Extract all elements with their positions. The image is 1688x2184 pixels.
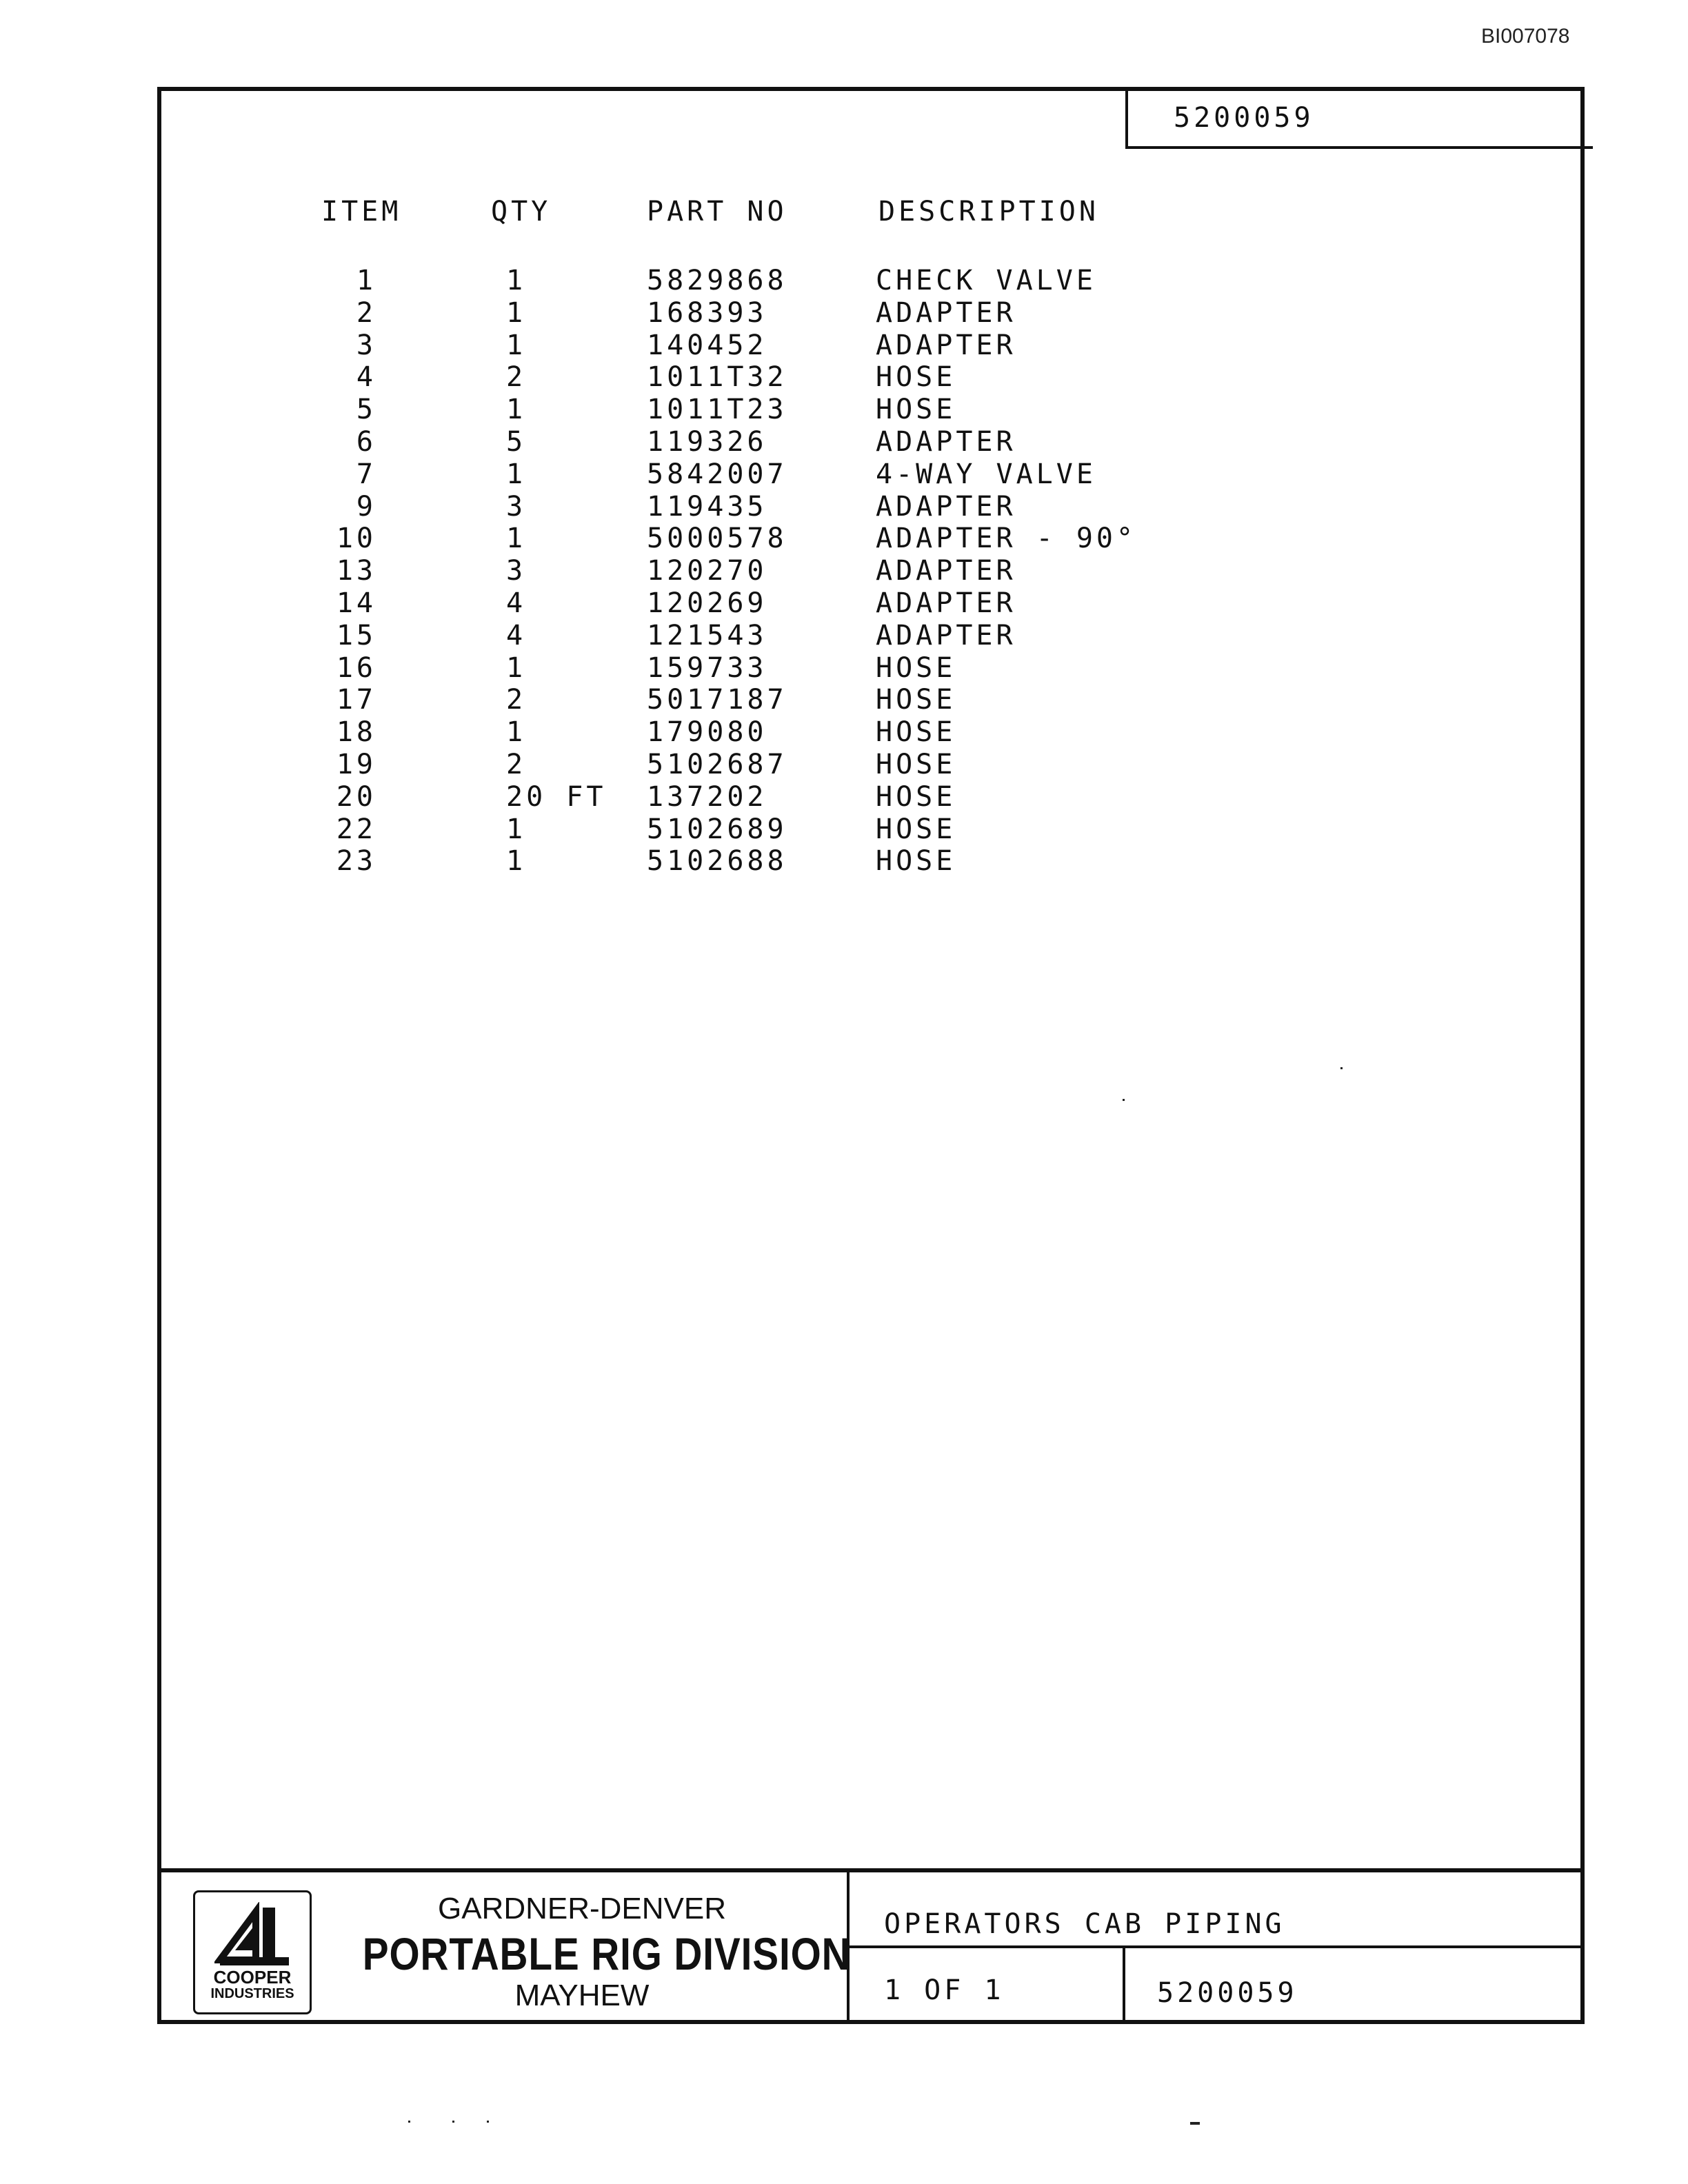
part-description: ADAPTER [876, 296, 1016, 329]
item-number: 14 [336, 587, 376, 619]
scan-speck [1190, 2122, 1200, 2125]
item-number: 10 [336, 523, 376, 555]
part-description: HOSE [876, 361, 956, 394]
quantity: 2 [506, 684, 527, 716]
part-number: 120270 [647, 555, 767, 587]
part-number: 5017187 [647, 684, 787, 716]
company-name: GARDNER-DENVER [437, 1892, 727, 1925]
company-area [161, 1872, 850, 2020]
item-number: 15 [336, 619, 376, 651]
part-number: 5102687 [647, 749, 787, 780]
part-description: HOSE [876, 394, 956, 426]
header-description: DESCRIPTION [878, 196, 1099, 228]
part-number: 140452 [647, 329, 767, 361]
quantity: 1 [506, 523, 527, 555]
quantity: 1 [506, 651, 527, 684]
item-number: 13 [336, 555, 376, 587]
part-number: 121543 [647, 619, 767, 651]
header-item: ITEM [321, 196, 402, 228]
drawing-title: OPERATORS CAB PIPING [850, 1872, 1580, 1948]
quantity: 5 [506, 426, 527, 458]
part-description: ADAPTER [876, 555, 1016, 587]
logo-line-1: COOPER [213, 1967, 292, 1988]
part-description: ADAPTER [876, 619, 1016, 651]
item-number: 9 [356, 490, 376, 523]
part-description: HOSE [876, 651, 956, 684]
item-number: 19 [336, 749, 376, 780]
quantity: 1 [506, 845, 527, 878]
quantity: 20 FT [506, 780, 607, 813]
drawing-number-box: 5200059 [1125, 87, 1593, 149]
part-description: ADAPTER [876, 426, 1016, 458]
item-number: 7 [356, 458, 376, 490]
quantity: 4 [506, 587, 527, 619]
cooper-industries-logo [193, 1890, 312, 2014]
part-number: 5102688 [647, 845, 787, 878]
part-description: CHECK VALVE [876, 265, 1096, 296]
item-number: 23 [336, 845, 376, 878]
scan-speck [487, 2121, 489, 2123]
item-number: 2 [356, 296, 376, 329]
quantity: 3 [506, 555, 527, 587]
part-description: HOSE [876, 716, 956, 749]
document-id: BI007078 [1481, 25, 1570, 48]
item-number: 3 [356, 329, 376, 361]
item-number: 20 [336, 780, 376, 813]
part-number: 5000578 [647, 523, 787, 555]
part-description: HOSE [876, 684, 956, 716]
part-description: HOSE [876, 813, 956, 845]
part-description: ADAPTER [876, 329, 1016, 361]
part-description: HOSE [876, 780, 956, 813]
title-block [161, 1868, 1580, 2020]
part-description: ADAPTER - 90° [876, 523, 1137, 555]
part-number: 119326 [647, 426, 767, 458]
part-number: 179080 [647, 716, 767, 749]
part-number: 5102689 [647, 813, 787, 845]
location: MAYHEW [514, 1979, 650, 2012]
quantity: 1 [506, 265, 527, 296]
quantity: 1 [506, 813, 527, 845]
quantity: 1 [506, 296, 527, 329]
quantity: 4 [506, 619, 527, 651]
part-description: ADAPTER [876, 587, 1016, 619]
part-number: 137202 [647, 780, 767, 813]
part-number: 5829868 [647, 265, 787, 296]
item-number: 16 [336, 651, 376, 684]
sheet-number: 1 OF 1 [850, 1948, 1125, 2020]
item-number: 1 [356, 265, 376, 296]
quantity: 1 [506, 329, 527, 361]
scan-speck [1340, 1067, 1343, 1069]
logo-line-2: INDUSTRIES [210, 1986, 294, 2001]
scan-speck [452, 2121, 454, 2123]
quantity: 2 [506, 361, 527, 394]
item-number: 6 [356, 426, 376, 458]
quantity: 1 [506, 458, 527, 490]
title-block-drawing-number: 5200059 [1157, 1977, 1298, 2009]
part-description: ADAPTER [876, 490, 1016, 523]
scan-speck [1123, 1099, 1125, 1101]
cooper-logo-icon [214, 1902, 294, 1968]
item-number: 5 [356, 394, 376, 426]
item-number: 22 [336, 813, 376, 845]
header-qty: QTY [491, 196, 552, 228]
part-number: 168393 [647, 296, 767, 329]
part-number: 120269 [647, 587, 767, 619]
header-part-no: PART NO [647, 196, 787, 228]
part-description: HOSE [876, 845, 956, 878]
item-number: 4 [356, 361, 376, 394]
scan-speck [408, 2121, 410, 2123]
item-number: 17 [336, 684, 376, 716]
part-description: HOSE [876, 749, 956, 780]
part-number: 1011T23 [647, 394, 787, 426]
item-number: 18 [336, 716, 376, 749]
part-description: 4-WAY VALVE [876, 458, 1096, 490]
part-number: 119435 [647, 490, 767, 523]
quantity: 1 [506, 394, 527, 426]
drawing-frame [157, 87, 1585, 2024]
quantity: 1 [506, 716, 527, 749]
part-number: 159733 [647, 651, 767, 684]
division-name: PORTABLE RIG DIVISION [362, 1928, 851, 1979]
quantity: 3 [506, 490, 527, 523]
part-number: 1011T32 [647, 361, 787, 394]
quantity: 2 [506, 749, 527, 780]
part-number: 5842007 [647, 458, 787, 490]
